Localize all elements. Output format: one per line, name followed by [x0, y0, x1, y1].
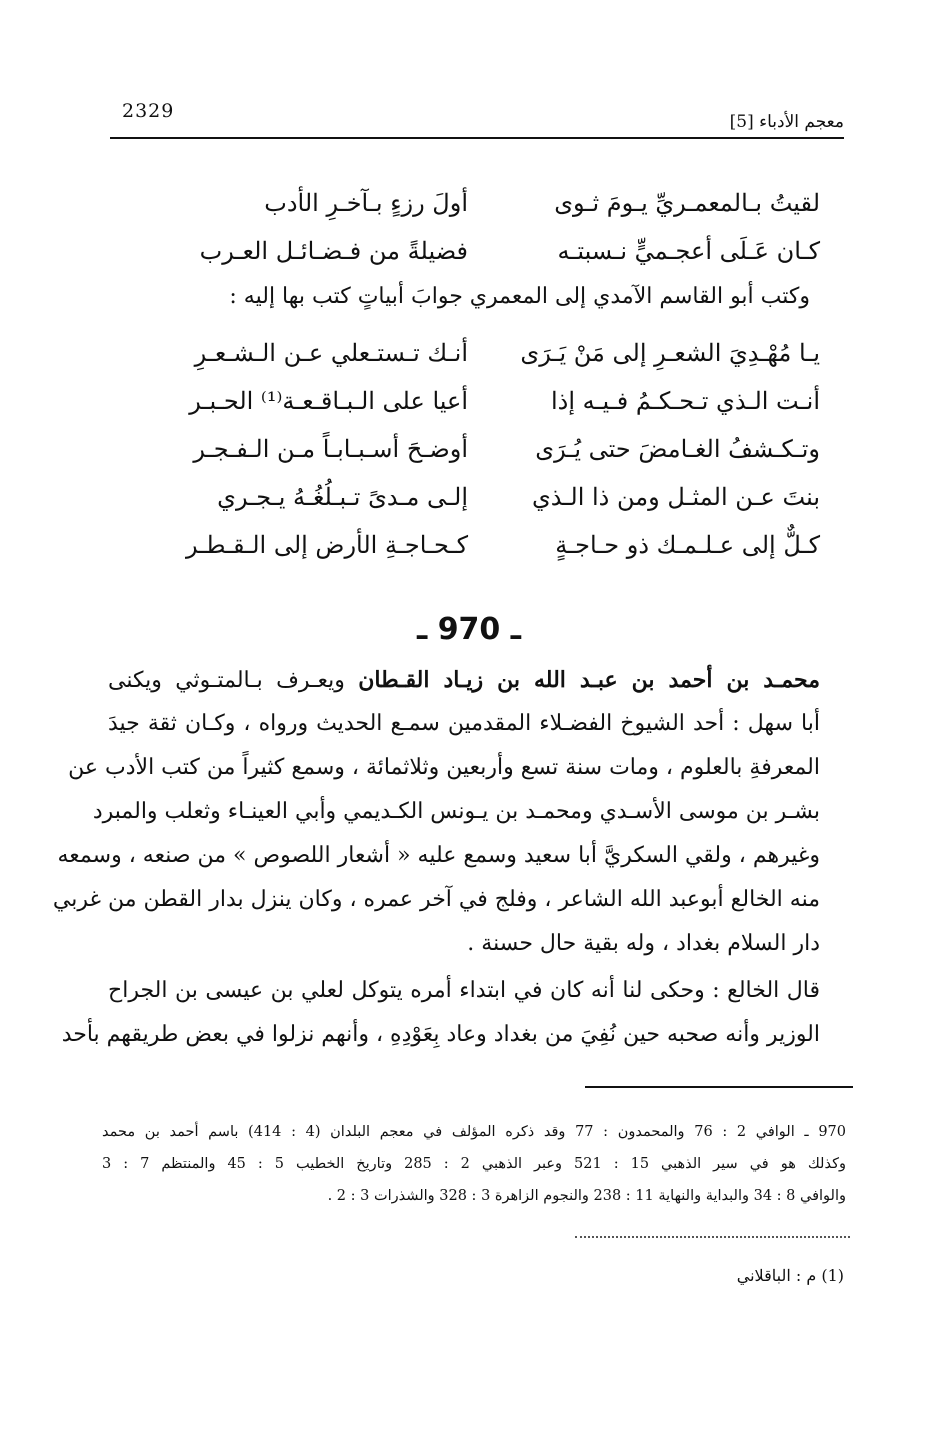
- entry-line: قال الخالع : وحكى لنا أنه كان في ابتداء أمره يتوكل لعلي بن عيسى بن الجراح: [108, 978, 820, 1003]
- verse-hemistich-right: يـا مُهْـدِيَ الشعـرِ إلى مَنْ يَـرَى: [520, 339, 820, 367]
- verse-hemistich-right: كـلٌّ إلى عـلـمـك ذو حـاجـةٍ: [555, 531, 820, 559]
- entry-line: المعرفةِ بالعلوم ، ومات سنة تسع وأربعين وثلاثمائة ، وسمع كثيراً من كتب الأدب عن: [68, 755, 820, 780]
- intro-line: وكتب أبو القاسم الآمدي إلى المعمري جوابَ أبياتٍ كتب بها إليه :: [229, 284, 810, 309]
- entry-line: وغيرهم ، ولقي السكريَّ أبا سعيد وسمع عليه « أشعار اللصوص » من صنعه ، وسمعه: [57, 843, 820, 868]
- verse-hemistich-right: لقيتُ بـالمعمـريِّ يـومَ ثـوى: [554, 189, 820, 217]
- footnote-rule: [585, 1086, 853, 1088]
- entry-first-line: [108, 665, 820, 696]
- verse-hemistich-right: كـان عَـلَى أعجـميٍّ نـسبتـه: [557, 237, 820, 265]
- verse-hemistich-left: كـحـاجـةِ الأرض إلى الـقـطـر: [186, 531, 468, 559]
- verse-hemistich-right: بنتَ عـن المثـل ومن ذا الـذي: [531, 483, 820, 511]
- entry-line: بشـر بن موسى الأسـدي ومحمـد بن يـونس الكـديمي وأبي العينـاء وثعلب والمبرد: [92, 799, 820, 824]
- entry-line: دار السلام بغداد ، وله بقية حال حسنة .: [467, 931, 820, 956]
- verse-hemistich-left: فضيلةً من فـضـائـل العـرب: [199, 237, 468, 265]
- entry-line: أبا سهل : أحد الشيوخ الفضـلاء المقدمين سمـع الحديث ورواه ، وكـان ثقة جيدَ: [108, 711, 820, 736]
- footnote-line: 970 ـ الوافي 2 : 76 والمحمدون : 77 وقد ذكره المؤلف في معجم البلدان (4 : 414) باسم أحمد بن محمد: [102, 1124, 846, 1140]
- footnote-line: وكذلك هو في سير الذهبي 15 : 521 وعبر الذهبي 2 : 285 وتاريخ الخطيب 5 : 45 والمنتظم 7 : 3: [102, 1156, 846, 1172]
- footnote-line: والوافي 8 : 34 والبداية والنهاية 11 : 238 والنجوم الزاهرة 3 : 328 والشذرات 3 : 2 .: [327, 1188, 846, 1204]
- page-number: 2329: [122, 100, 175, 122]
- entry-line: الوزير وأنه صحبه حين نُفِيَ من بغداد وعاد بِعَوْدِهِ ، وأنهم نزلوا في بعض طريقهم بأحد: [61, 1022, 820, 1047]
- entry-line: منه الخالع أبوعبد الله الشاعر ، وفلج في آخر عمره ، وكان ينزل بدار القطن من غربي: [52, 887, 820, 912]
- entry-text: ويعـرف بـالمتـوثي ويكنى: [108, 668, 345, 693]
- verse-hemistich-right: وتـكـشفُ الغـامضَ حتى يُـرَى: [535, 435, 820, 463]
- dotted-rule: [575, 1236, 850, 1238]
- verse-hemistich-right: أنـت الـذي تـحـكـمُ فـيـه إذا: [550, 387, 820, 415]
- entry-name: محمـد بن أحمد بن عبـد الله بن زيـاد القـطان: [358, 667, 821, 693]
- header-rule: [110, 137, 844, 139]
- running-head: معجم الأدباء [5]: [729, 112, 844, 132]
- verse-hemistich-left: أعيا على الـبـاقـعـة⁽¹⁾ الحـبـر: [189, 387, 468, 415]
- verse-hemistich-left: إلـى مـدىً تـبـلُغُـهُ يـجـري: [217, 483, 468, 511]
- entry-number: ـ 970 ـ: [416, 612, 522, 647]
- verse-hemistich-left: أنـك تـستـعلي عـن الـشـعـرِ: [194, 339, 468, 367]
- subnote: (1) م : الباقلاني: [736, 1266, 844, 1285]
- verse-hemistich-left: أولَ رزءٍ بـآخـرِ الأدب: [264, 189, 468, 217]
- verse-hemistich-left: أوضـحَ أسـبـابـاً مـن الـفـجـر: [193, 435, 468, 463]
